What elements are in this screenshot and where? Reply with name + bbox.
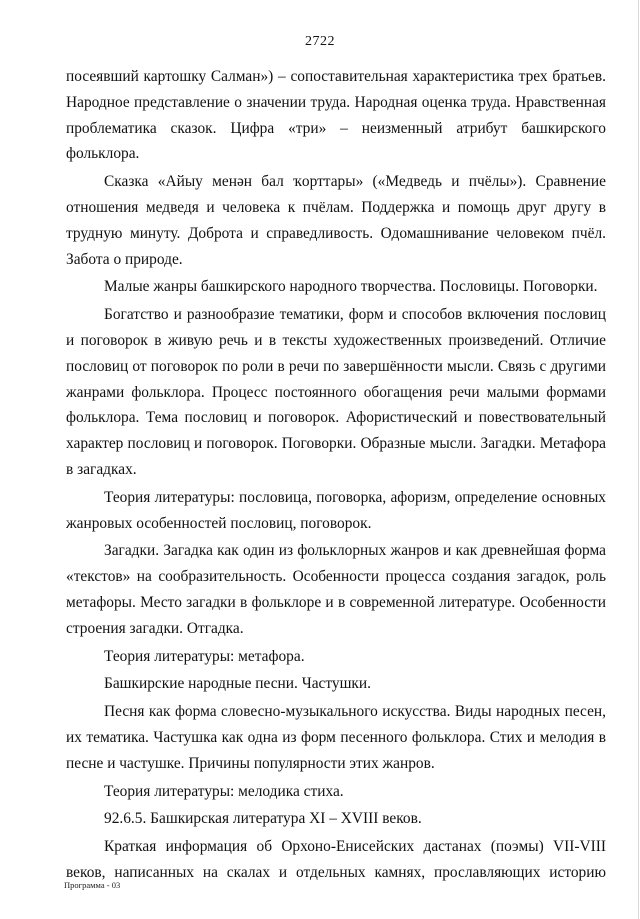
paragraph-1: посеявший картошку Салман») – сопоставительная характеристика трех братьев. Народное представление о значении труда. Народная оценка труда. Нравственная проблематика сказок. Цифра «три» – неизменный атрибут башкирского фольклора.: [66, 68, 606, 163]
paragraph-6: Загадки. Загадка как один из фольклорных жанров и как древнейшая форма «текстов» на сообразительность. Особенности процесса создания загадок, роль метафоры. Место загадки в фольклоре и в современной литературе. Особенности строения загадки. Отгадка.: [66, 542, 606, 637]
footer-label: Программа - 03: [64, 880, 121, 890]
paragraph-5: Теория литературы: пословица, поговорка, афоризм, определение основных жанровых особенностей пословиц, поговорок.: [66, 488, 606, 532]
page-edge: [638, 0, 639, 919]
paragraph-9: Песня как форма словесно-музыкального искусства. Виды народных песен, их тематика. Частушка как одна из форм песенного фольклора. Стих и мелодия в песне и частушке. Причины популярности этих жанров.: [66, 703, 606, 772]
paragraph-12: Краткая информация об Орхоно-Енисейских дастанах (поэмы) VII-VIII веков, написанных на скалах и отдельных камнях, прославляющих историю: [66, 838, 606, 881]
paragraph-11: 92.6.5. Башкирская литература XI – XVIII веков.: [104, 810, 422, 828]
page-number: 2722: [305, 34, 335, 49]
paragraph-7: Теория литературы: метафора.: [104, 647, 305, 665]
paragraph-2: Сказка «Айыу менән бал ҡорттары» («Медведь и пчёлы»). Сравнение отношения медведя и человека к пчёлам. Поддержка и помощь друг другу в трудную минуту. Доброта и справедливость. Одомашнивание человеком пчёл. Забота о природе.: [66, 173, 606, 268]
paragraph-3: Малые жанры башкирского народного творчества. Пословицы. Поговорки.: [104, 278, 598, 296]
paragraph-4: Богатство и разнообразие тематики, форм и способов включения пословиц и поговорок в живую речь и в тексты художественных произведений. Отличие пословиц от поговорок по роли в речи по завершённости мысли. Связь с другими жанрами фольклора. Процесс постоянного обогащения речи малыми формами фольклора. Тема пословиц и поговорок. Афористический и повествовательный характер пословиц и поговорок. Поговорки. Образные мысли. Загадки. Метафора в загадках.: [66, 306, 606, 478]
paragraph-10: Теория литературы: мелодика стиха.: [104, 782, 344, 800]
paragraph-8: Башкирские народные песни. Частушки.: [104, 675, 371, 693]
document-body: [66, 64, 606, 888]
